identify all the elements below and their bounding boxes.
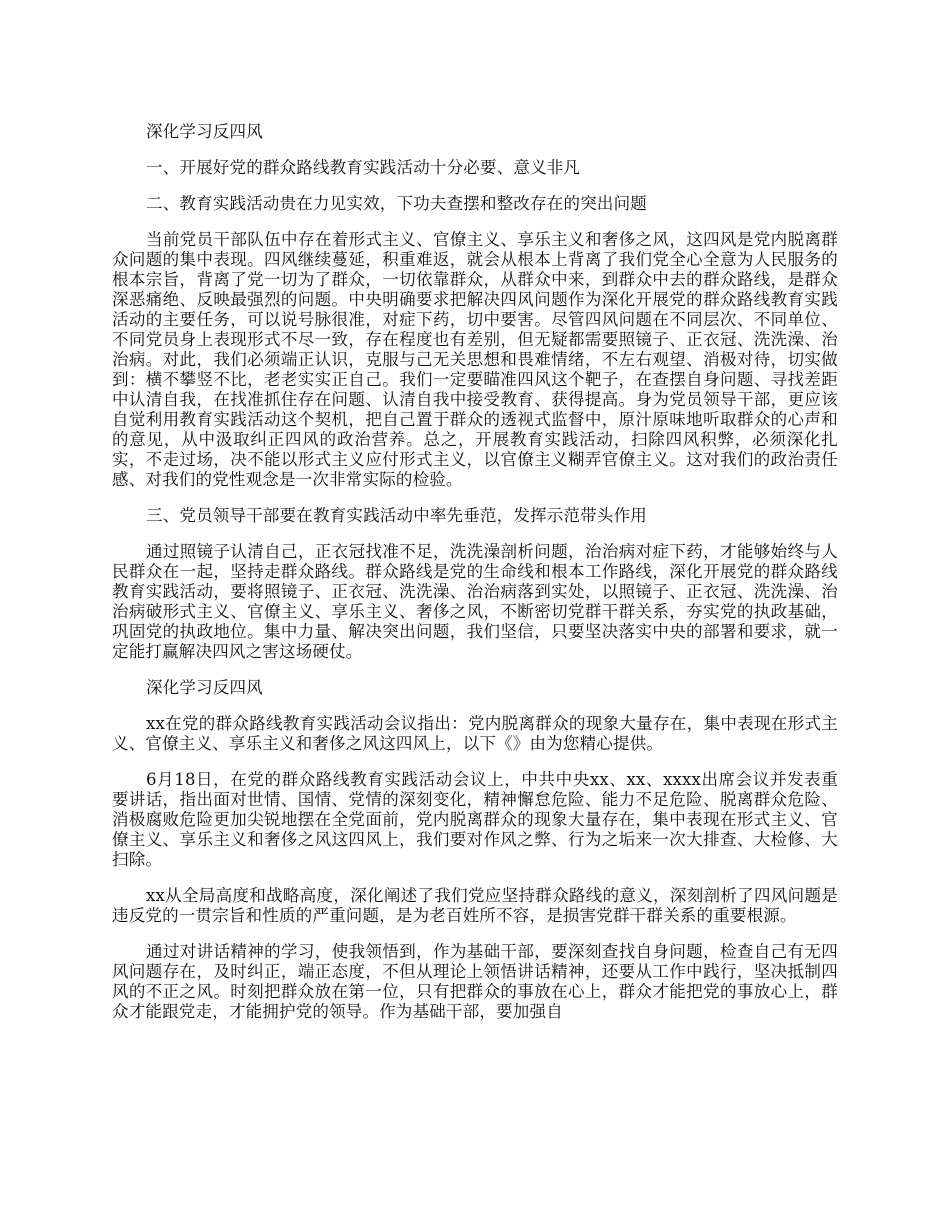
body-paragraph: 6月18日，在党的群众路线教育实践活动会议上，中共中央xx、xx、xxxx出席会议并发表重要讲话，指出面对世情、国情、党情的深刻变化，精神懈怠危险、能力不足危险、脱离群众危险、消极腐败危险更加尖锐地摆在全党面前，党内脱离群众的现象大量存在，集中表现在形式主义、官僚主义、享乐主义和奢侈之风这四风上，我们要对作风之弊、行为之垢来一次大排查、大检修、大扫除。 — [112, 770, 838, 869]
body-paragraph: 当前党员干部队伍中存在着形式主义、官僚主义、享乐主义和奢侈之风，这四风是党内脱离群众问题的集中表现。四风继续蔓延，积重难返，就会从根本上背离了我们党全心全意为人民服务的根本宗旨，背离了党一切为了群众，一切依靠群众，从群众中来，到群众中去的群众路线，是群众深恶痛绝、反映最强烈的问题。中央明确要求把解决四风问题作为深化开展党的群众路线教育实践活动的主要任务，可以说号脉很准，对症下药，切中要害。尽管四风问题在不同层次、不同单位、不同党员身上表现形式不尽一致，存在程度也有差别，但无疑都需要照镜子、正衣冠、洗洗澡、治治病。对此，我们必须端正认识，克服与己无关思想和畏难情绪，不左右观望、消极对待，切实做到：横不攀竖不比，老老实实正自己。我们一定要瞄准四风这个靶子，在查摆自身问题、寻找差距中认清自我，在找准抓住存在问题、认清自我中接受教育、获得提高。身为党员领导干部，更应该自觉利用教育实践活动这个契机，把自己置于群众的透视式监督中，原汁原味地听取群众的心声和的意见，从中汲取纠正四风的政治营养。总之，开展教育实践活动，扫除四风积弊，必须深化扎实，不走过场，决不能以形式主义应付形式主义，以官僚主义糊弄官僚主义。这对我们的政治责任感、对我们的党性观念是一次非常实际的检验。 — [112, 230, 838, 489]
body-paragraph: xx在党的群众路线教育实践活动会议指出：党内脱离群众的现象大量存在，集中表现在形式主义、官僚主义、享乐主义和奢侈之风这四风上，以下《》由为您精心提供。 — [112, 714, 838, 753]
document-body — [112, 122, 838, 1038]
section-heading-3: 三、党员领导干部要在教育实践活动中率先垂范，发挥示范带头作用 — [146, 506, 647, 525]
section-heading-2: 二、教育实践活动贵在力见实效，下功夫查摆和整改存在的突出问题 — [146, 194, 647, 213]
section-heading-1: 一、开展好党的群众路线教育实践活动十分必要、意义非凡 — [146, 158, 581, 177]
body-paragraph: xx从全局高度和战略高度，深化阐述了我们党应坚持群众路线的意义，深刻剖析了四风问题是违反党的一贯宗旨和性质的严重问题，是为老百姓所不容，是损害党群干群关系的重要根源。 — [112, 886, 838, 925]
document-title: 深化学习反四风 — [146, 122, 263, 141]
body-paragraph: 通过照镜子认清自己，正衣冠找准不足，洗洗澡剖析问题，治治病对症下药，才能够始终与人民群众在一起，坚持走群众路线。群众路线是党的生命线和根本工作路线，深化开展党的群众路线教育实践活动，要将照镜子、正衣冠、洗洗澡、治治病落到实处，以照镜子、正衣冠、洗洗澡、治治病破形式主义、官僚主义、享乐主义、奢侈之风，不断密切党群干群关系，夯实党的执政基础，巩固党的执政地位。集中力量、解决突出问题，我们坚信，只要坚决落实中央的部署和要求，就一定能打赢解决四风之害这场硬仗。 — [112, 542, 838, 661]
second-article-title: 深化学习反四风 — [146, 678, 263, 697]
body-paragraph: 通过对讲话精神的学习，使我领悟到，作为基础干部，要深刻查找自身问题，检查自己有无四风问题存在，及时纠正，端正态度，不但从理论上领悟讲话精神，还要从工作中践行，坚决抵制四风的不正之风。时刻把群众放在第一位，只有把群众的事放在心上，群众才能把党的事放心上，群众才能跟党走，才能拥护党的领导。作为基础干部，要加强自 — [112, 942, 838, 1021]
